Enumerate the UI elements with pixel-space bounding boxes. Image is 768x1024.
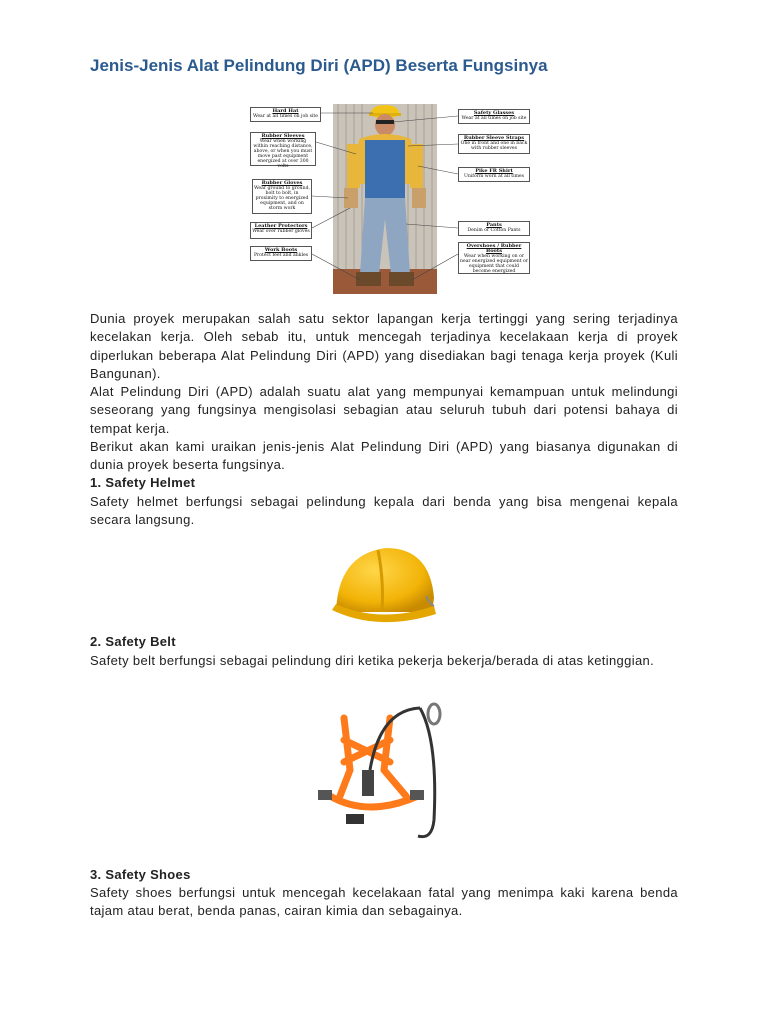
apd-diagram [248,104,536,294]
section-desc-safety-shoes: Safety shoes berfungsi untuk mencegah kecelakaan fatal yang menimpa kaki karena benda tajam atau berat, benda panas, cairan kimia dan sebagainya. [90,885,678,919]
safety-helmet-image [328,540,440,632]
label-title: Safety Glasses [473,110,515,116]
section-desc-safety-belt: Safety belt berfungsi sebagai pelindung diri ketika pekerja bekerja/berada di atas ketinggian. [90,653,655,668]
label-title: Work Boots [264,247,298,253]
safety-belt-image [310,700,450,845]
label-title: Pike FR Shirt [475,168,513,174]
label-desc: Wear when working on or near energized equipment or equipment that could become energized [460,254,528,274]
label-safety-glasses [458,109,530,124]
label-desc: Wear at all times on job site [252,114,319,119]
section-heading-safety-belt: 2. Safety Belt [90,634,176,649]
intro-paragraph-2: Alat Pelindung Diri (APD) adalah suatu alat yang mempunyai kemampuan untuk melindungi seseorang yang fungsinya mengisolasi sebagian atau seluruh tubuh dari potensi bahaya di tempat kerja. [90,384,678,436]
intro-paragraph-1: Dunia proyek merupakan salah satu sektor lapangan kerja tertinggi yang sering terjadinya kecelakan kerja. Oleh sebab itu, untuk mencegah terjadinya kecelakaan kerja di proyek diperlukan beberapa Alat Pelindung Diri (APD) yang disediakan bagi tenaga kerja proyek (Kuli Bangunan). [90,311,678,381]
label-desc: Protect feet and ankles [253,253,309,258]
label-title: Overshoes / Rubber Boots [466,243,522,254]
label-title: Rubber Sleeves [261,133,305,139]
label-pike-fr-shirt [458,167,530,182]
section-heading-safety-helmet: 1. Safety Helmet [90,475,196,490]
label-desc: Wear ground to ground, bolt to bolt, in proximity to energized equipment, and on storm work [254,186,310,211]
label-desc: One in front and one in back with rubber sleeves [460,141,528,151]
label-overshoes [458,242,530,274]
label-desc: Wear at all times on job site [461,116,527,121]
label-desc: Wear when working within reaching distance, above, or when you must move past equipment energized at over 300 volts [253,139,313,169]
label-pants [458,221,530,236]
page-title: Jenis-Jenis Alat Pelindung Diri (APD) Beserta Fungsinya [90,56,548,75]
label-title: Rubber Sleeve Straps [463,135,525,141]
label-desc: Denim or Cotton Pants [467,228,521,233]
label-work-boots [250,246,312,261]
intro-paragraph-3: Berikut akan kami uraikan jenis-jenis Alat Pelindung Diri (APD) yang biasanya digunakan di dunia proyek beserta fungsinya. [90,439,678,473]
label-hard-hat [250,107,321,122]
section-heading-safety-shoes: 3. Safety Shoes [90,867,191,882]
label-desc: Wear over rubber gloves [252,229,310,234]
label-title: Rubber Gloves [261,180,303,186]
label-rubber-gloves [252,179,312,214]
label-title: Leather Protectors [254,223,308,229]
section-desc-safety-helmet: Safety helmet berfungsi sebagai pelindung kepala dari benda yang bisa mengenai kepala secara langsung. [90,494,678,528]
label-title: Pants [486,222,502,228]
label-leather-protectors [250,222,312,239]
label-rubber-sleeve-straps [458,134,530,154]
label-rubber-sleeves [250,132,316,169]
label-title: Hard Hat [272,108,299,114]
label-desc: Uniform worn at all times [463,174,525,179]
